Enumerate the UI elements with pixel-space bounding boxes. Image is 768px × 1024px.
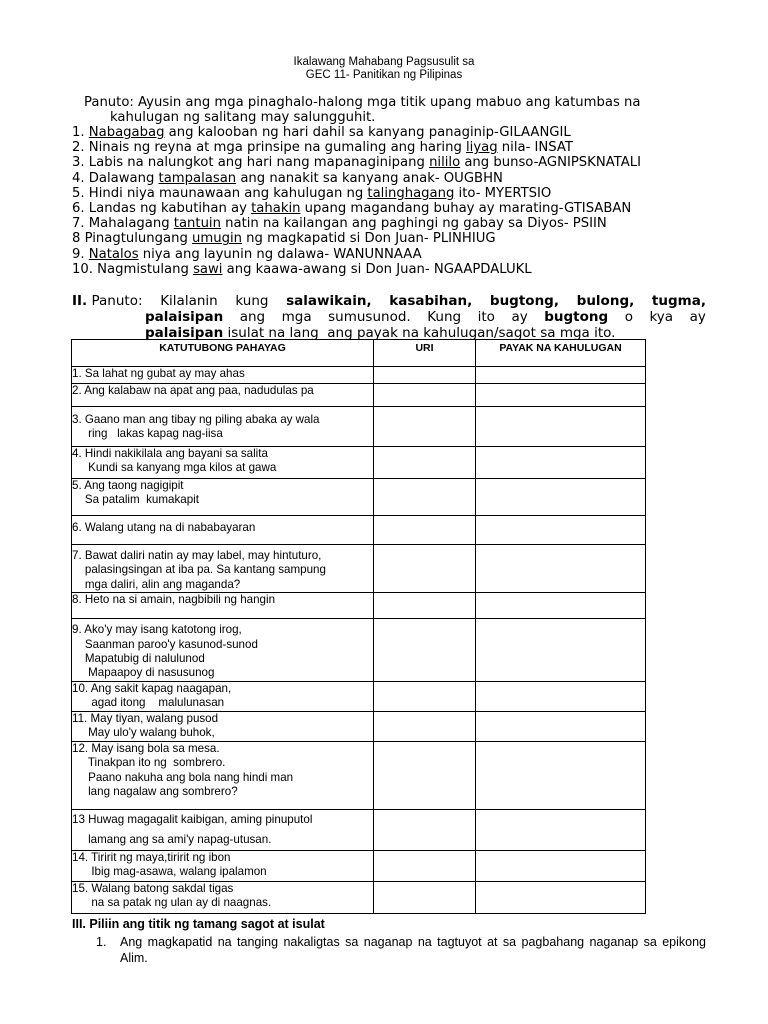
pahayag-cell: 15. Walang batong sakdal tigas na sa patak ng ulan ay di naagnas. (72, 881, 374, 913)
uri-answer-cell[interactable] (374, 809, 476, 850)
kahulugan-answer-cell[interactable] (476, 593, 646, 619)
uri-answer-cell[interactable] (374, 850, 476, 881)
pahayag-cell: 12. May isang bola sa mesa. Tinakpan ito ng sombrero. Paano nakuha ang bola nang hindi man lang nagalaw ang sombrero? (72, 741, 374, 809)
uri-answer-cell[interactable] (374, 619, 476, 682)
part1-items (72, 125, 712, 277)
kahulugan-answer-cell[interactable] (476, 516, 646, 545)
pahayag-cell: 3. Gaano man ang tibay ng piling abaka ay wala ring lakas kapag nag-iisa (72, 407, 374, 447)
pahayag-cell: 6. Walang utang na di nababayaran (72, 516, 374, 545)
part1-item: 4. Dalawang tampalasan ang nanakit sa kanyang anak- OUGBHN (72, 170, 503, 186)
part1-item: 10. Nagmistulang sawi ang kaawa-awang si Don Juan- NGAAPDALUKL (72, 261, 532, 277)
kahulugan-answer-cell[interactable] (476, 741, 646, 809)
part3-question (96, 934, 706, 966)
kahulugan-answer-cell[interactable] (476, 367, 646, 384)
table-row (72, 619, 646, 682)
table-row (72, 850, 646, 881)
part1-item: 9. Natalos niya ang layunin ng dalawa- WANUNNAAA (72, 246, 422, 262)
question-number: 1. (96, 935, 107, 949)
part1-item: 5. Hindi niya maunawaan ang kahulugan ng talinghagang ito- MYERTSIO (72, 185, 552, 201)
pahayag-cell: 8. Heto na si amain, nagbibili ng hangin (72, 593, 374, 619)
pahayag-cell: 2. Ang kalabaw na apat ang paa, nadudulas pa (72, 384, 374, 407)
pahayag-cell: 14. Tiririt ng maya,tiririt ng ibon Ibig mag-asawa, walang ipalamon (72, 850, 374, 881)
pahayag-cell: 9. Ako'y may isang katotong irog, Saanman paroo'y kasunod-sunod Mapatubig di nalulunod Mapaapoy di nasusunog (72, 619, 374, 682)
part2-instruction: II. Panuto: Kilalanin kung salawikain, kasabihan, bugtong, bulong, tugma, palaisipan ang mga sumusunod. Kung ito ay bugtong o kya ay palaisipan isulat na lang ang payak na kahulugan/sagot sa mga ito. (72, 293, 706, 341)
uri-answer-cell[interactable] (374, 367, 476, 384)
uri-answer-cell[interactable] (374, 881, 476, 913)
uri-answer-cell[interactable] (374, 711, 476, 741)
part1-item: 3. Labis na nalungkot ang hari nang mapanaginipang nililo ang bunso-AGNIPSKNATALI (72, 155, 641, 171)
table-row (72, 593, 646, 619)
uri-answer-cell[interactable] (374, 741, 476, 809)
pahayag-cell: 4. Hindi nakikilala ang bayani sa salita Kundi sa kanyang mga kilos at gawa (72, 447, 374, 479)
part3-heading: III. Piliin ang titik ng tamang sagot at isulat (72, 917, 325, 931)
table-row (72, 711, 646, 741)
kahulugan-answer-cell[interactable] (476, 681, 646, 711)
uri-answer-cell[interactable] (374, 545, 476, 593)
pahayag-cell: 11. May tiyan, walang pusod May ulo'y walang buhok, (72, 711, 374, 741)
kahulugan-answer-cell[interactable] (476, 447, 646, 479)
part1-instruction-cont: kahulugan ng salitang may salungguhit. (110, 110, 376, 125)
table-header-row (72, 340, 646, 367)
uri-answer-cell[interactable] (374, 384, 476, 407)
pahayag-cell: 7. Bawat daliri natin ay may label, may hintuturo, palasingsingan at iba pa. Sa kantang sampung mga daliri, alin ang maganda? (72, 545, 374, 593)
table-row (72, 741, 646, 809)
part1-item: 8 Pinagtulungang umugin ng magkapatid si Don Juan- PLINHIUG (72, 231, 496, 247)
exam-title: Ikalawang Mahabang Pagsusulit sa (293, 56, 475, 68)
table-row (72, 516, 646, 545)
uri-answer-cell[interactable] (374, 447, 476, 479)
uri-answer-cell[interactable] (374, 407, 476, 447)
part1-item: 6. Landas ng kabutihan ay tahakin upang magandang buhay ay marating-GTISABAN (72, 201, 632, 217)
header-payak-na-kahulugan: PAYAK NA KAHULUGAN (476, 340, 646, 367)
table-row (72, 545, 646, 593)
part1-item: 7. Mahalagang tantuin natin na kailangan ang paghingi ng gabay sa Diyos- PSIIN (72, 216, 607, 232)
table-row (72, 367, 646, 384)
question-text: Ang magkapatid na tanging nakaligtas sa naganap na tagtuyot at sa pagbahang naganap sa epikong Alim. (120, 935, 706, 965)
kahulugan-answer-cell[interactable] (476, 545, 646, 593)
kahulugan-answer-cell[interactable] (476, 881, 646, 913)
header-uri: URI (374, 340, 476, 367)
table-row (72, 447, 646, 479)
course-title: GEC 11- Panitikan ng Pilipinas (305, 69, 463, 81)
pahayag-cell: 10. Ang sakit kapag naagapan, agad itong malulunasan (72, 681, 374, 711)
pahayag-cell: 13 Huwag magagalit kaibigan, aming pinuputol lamang ang sa ami'y napag-utusan. (72, 809, 374, 850)
table-row (72, 384, 646, 407)
header-katutubong-pahayag: KATUTUBONG PAHAYAG (72, 340, 374, 367)
part1-item: 1. Nabagabag ang kalooban ng hari dahil sa kanyang panaginip-GILAANGIL (72, 125, 571, 140)
kahulugan-answer-cell[interactable] (476, 711, 646, 741)
kahulugan-answer-cell[interactable] (476, 809, 646, 850)
uri-answer-cell[interactable] (374, 593, 476, 619)
kahulugan-answer-cell[interactable] (476, 479, 646, 516)
table-row (72, 479, 646, 516)
table-row (72, 681, 646, 711)
kahulugan-answer-cell[interactable] (476, 407, 646, 447)
table-row (72, 881, 646, 913)
table-row (72, 407, 646, 447)
table-row (72, 809, 646, 850)
kahulugan-answer-cell[interactable] (476, 619, 646, 682)
answer-table (71, 339, 646, 914)
uri-answer-cell[interactable] (374, 681, 476, 711)
uri-answer-cell[interactable] (374, 516, 476, 545)
pahayag-cell: 1. Sa lahat ng gubat ay may ahas (72, 367, 374, 384)
kahulugan-answer-cell[interactable] (476, 850, 646, 881)
kahulugan-answer-cell[interactable] (476, 384, 646, 407)
part1-instruction: Panuto: Ayusin ang mga pinaghalo-halong mga titik upang mabuo ang katumbas na (84, 95, 641, 110)
pahayag-cell: 5. Ang taong nagigipit Sa patalim kumakapit (72, 479, 374, 516)
part1-item: 2. Ninais ng reyna at mga prinsipe na gumaling ang haring liyag nila- INSAT (72, 140, 573, 156)
uri-answer-cell[interactable] (374, 479, 476, 516)
